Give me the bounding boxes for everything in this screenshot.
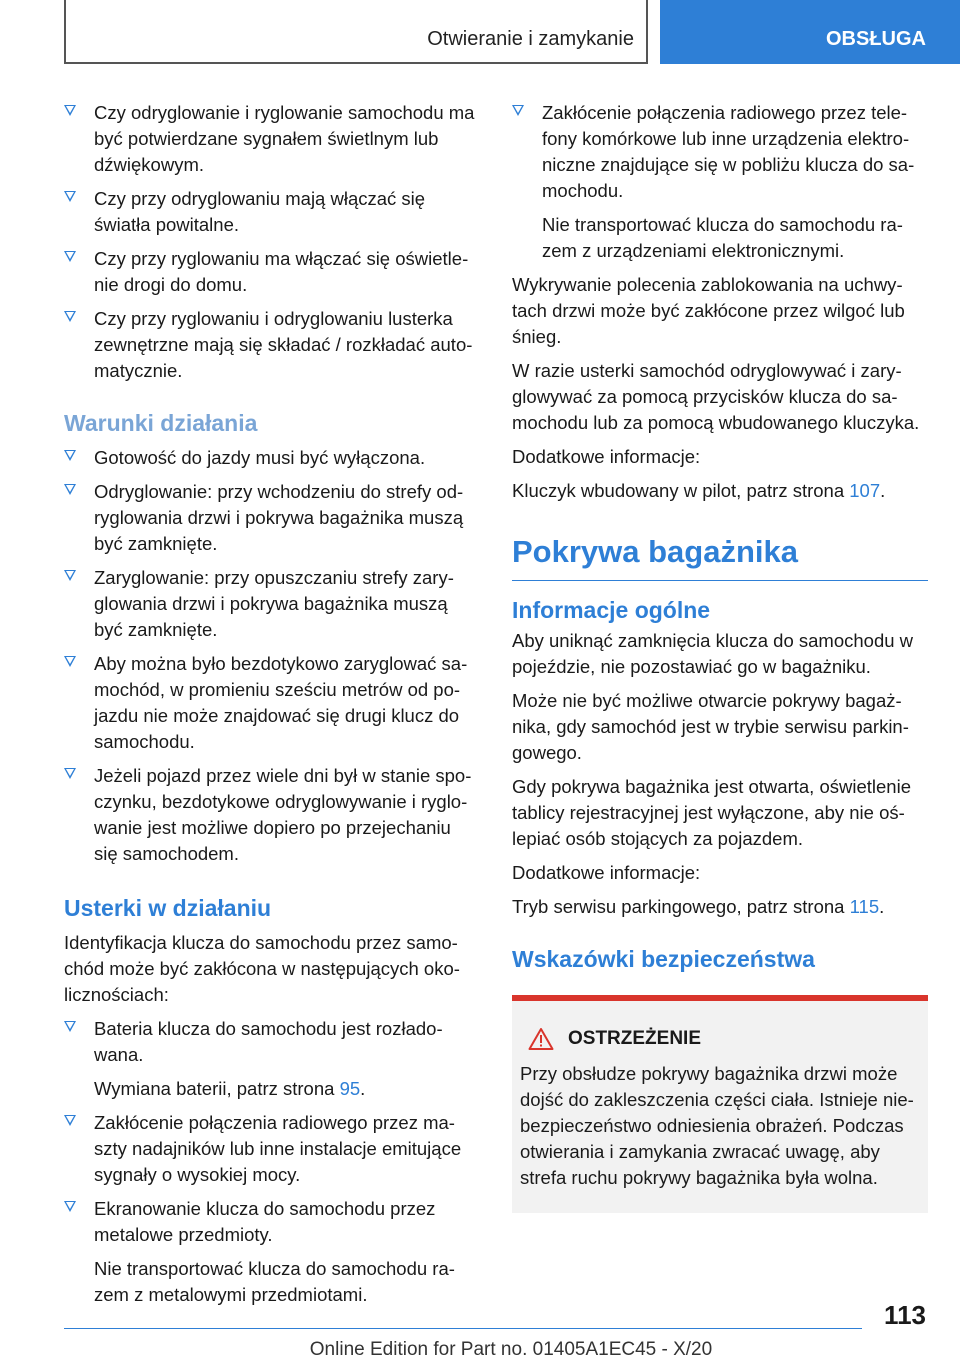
page-number: 113 <box>884 1300 926 1330</box>
warning-header <box>520 1027 916 1051</box>
list-item: Czy odryglowanie i ryglowanie samochodu ma być potwierdzane sygnałem świetlnym lub dźwiękowym. <box>64 100 476 178</box>
warning-triangle-icon <box>528 1027 554 1051</box>
usterki-intro: Identyfikacja klucza do samochodu przez samochód może być zakłócona w następujących okolicznościach: <box>64 932 460 1005</box>
list-item: Zakłócenie połączenia radiowego przez telefony komórkowe lub inne urządzenia elektroniczne znajdujące się w pobliżu klucza do samochodu. <box>512 100 928 204</box>
paragraph-serwis: Może nie być możliwe otwarcie pokrywy bagażnika, gdy samochód jest w trybie serwisu parkingowego. <box>512 690 909 763</box>
header-frame <box>64 0 648 64</box>
page-link-107[interactable]: 107 <box>849 480 881 501</box>
heading-usterki: Usterki w działaniu <box>64 895 272 921</box>
additional-info-label: Dodatkowe informacje: <box>512 446 701 467</box>
bateria-note: Wymiana baterii, patrz strona 95. <box>94 1078 366 1099</box>
triangle-bullet-icon <box>64 1021 76 1032</box>
heading-pokrywa: Pokrywa bagażnika <box>512 534 928 581</box>
triangle-bullet-icon <box>64 105 76 116</box>
paragraph-oswietlenie: Gdy pokrywa bagażnika jest otwarta, oświetlenie tablicy rejestracyjnej jest wyłączone, aby nie oślepiać osób stojących za pojazdem. <box>512 776 911 849</box>
paragraph-usterka: W razie usterki samochód odryglowywać i zaryglowywać za pomocą przycisków klucza do samochodu lub za pomocą wbudowanego kluczyka. <box>512 360 920 433</box>
list-item: Czy przy odryglowaniu mają włączać się światła powitalne. <box>64 186 476 238</box>
paragraph-pojezdzie: Aby uniknąć zamknięcia klucza do samochodu w pojeździe, nie pozostawiać go w bagażniku. <box>512 630 914 677</box>
triangle-bullet-icon <box>64 191 76 202</box>
list-item: Zaryglowanie: przy opuszczaniu strefy zaryglowania drzwi i pokrywa bagażnika muszą być zamknięte. <box>64 565 476 643</box>
list-item: Jeżeli pojazd przez wiele dni był w stanie spoczynku, bezdotykowe odryglowywanie i ryglowanie jest możliwe dopiero po przejechaniu się samochodem. <box>64 763 476 867</box>
triangle-bullet-icon <box>64 656 76 667</box>
list-item: Gotowość do jazdy musi być wyłączona. <box>64 445 476 471</box>
list-item: Aby można było bezdotykowo zaryglować samochód, w promieniu sześciu metrów od pojazdu nie może znajdować się drugi klucz do samochodu. <box>64 651 476 755</box>
list-item: Bateria klucza do samochodu jest rozładowana. <box>64 1016 476 1068</box>
triangle-bullet-icon <box>64 1201 76 1212</box>
heading-warunki: Warunki działania <box>64 410 258 436</box>
telefony-note: Nie transportować klucza do samochodu razem z urządzeniami elektronicznymi. <box>542 214 903 261</box>
right-column <box>512 100 928 1213</box>
kluczyk-ref: Kluczyk wbudowany w pilot, patrz strona 107. <box>512 480 886 501</box>
ekranowanie-note: Nie transportować klucza do samochodu razem z metalowymi przedmiotami. <box>94 1258 455 1305</box>
warning-body: Przy obsłudze pokrywy bagażnika drzwi może dojść do zakleszczenia części ciała. Istnieje niebezpieczeństwo odniesienia obrażeń. Podczas otwierania i zamykania zwracać uwagę, aby strefa ruchu pokrywy bagażnika była wolna. <box>520 1063 914 1188</box>
footer-divider <box>64 1328 862 1329</box>
header-title: Otwieranie i zamykanie <box>427 28 634 50</box>
list-item: Zakłócenie połączenia radiowego przez maszty nadajników lub inne instalacje emitujące sygnały o wysokiej mocy. <box>64 1110 476 1188</box>
list-item: Odryglowanie: przy wchodzeniu do strefy odryglowania drzwi i pokrywa bagażnika muszą być zamknięte. <box>64 479 476 557</box>
list-item: Ekranowanie klucza do samochodu przez metalowe przedmioty. <box>64 1196 476 1248</box>
triangle-bullet-icon <box>512 105 524 116</box>
heading-wskazowki: Wskazówki bezpieczeństwa <box>512 946 815 972</box>
triangle-bullet-icon <box>64 450 76 461</box>
section-tab[interactable]: OBSŁUGA <box>660 0 960 64</box>
paragraph-wilgoc: Wykrywanie polecenia zablokowania na uchwytach drzwi może być zakłócone przez wilgoć lub śnieg. <box>512 274 905 347</box>
warning-box <box>512 995 928 1213</box>
triangle-bullet-icon <box>64 251 76 262</box>
triangle-bullet-icon <box>64 570 76 581</box>
list-item: Czy przy ryglowaniu i odryglowaniu lusterka zewnętrzne mają się składać / rozkładać automatycznie. <box>64 306 476 384</box>
page-link-115[interactable]: 115 <box>849 896 880 917</box>
triangle-bullet-icon <box>64 768 76 779</box>
triangle-bullet-icon <box>64 311 76 322</box>
list-item: Czy przy ryglowaniu ma włączać się oświetlenie drogi do domu. <box>64 246 476 298</box>
page-link-95[interactable]: 95 <box>339 1078 361 1099</box>
triangle-bullet-icon <box>64 1115 76 1126</box>
tryb-ref: Tryb serwisu parkingowego, patrz strona 115. <box>512 896 885 917</box>
heading-informacje: Informacje ogólne <box>512 597 711 623</box>
additional-info-label: Dodatkowe informacje: <box>512 862 701 883</box>
triangle-bullet-icon <box>64 484 76 495</box>
warning-title: OSTRZEŻENIE <box>568 1028 702 1049</box>
left-column <box>64 100 476 1308</box>
edition-footer: Online Edition for Part no. 01405A1EC45 - X/20 <box>309 1339 713 1360</box>
